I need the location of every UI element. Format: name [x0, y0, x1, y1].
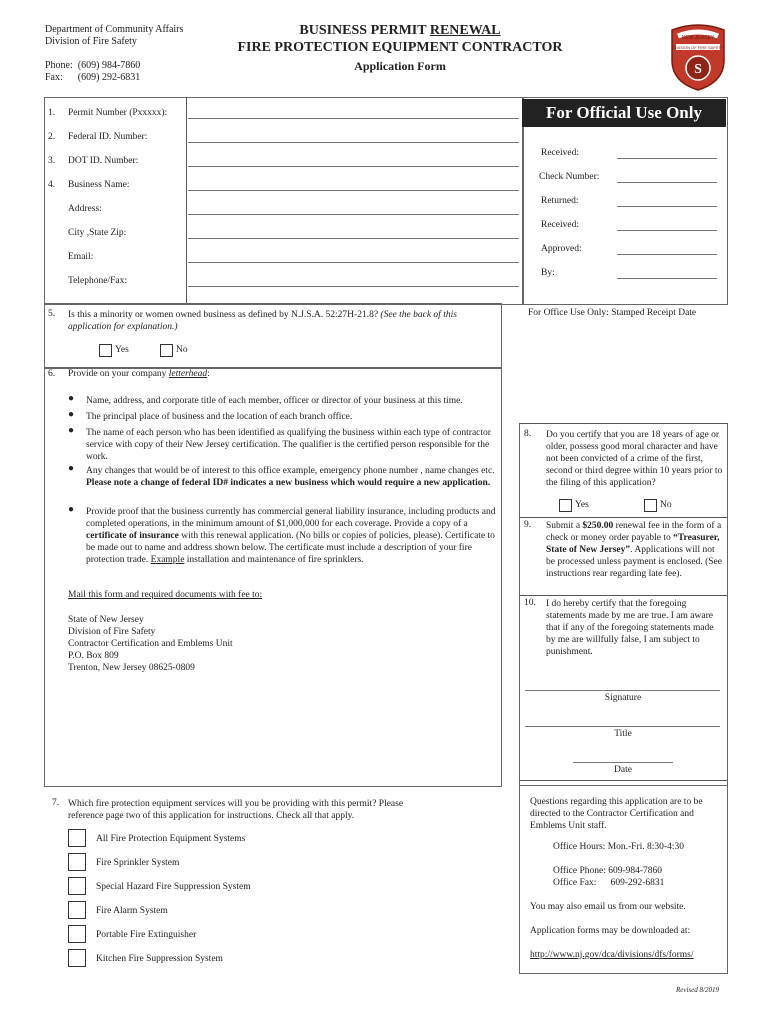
title-label: Title	[614, 729, 632, 739]
office-phone: Office Phone: 609-984-7860	[553, 866, 663, 876]
stamped-receipt-label: For Office Use Only: Stamped Receipt Date	[528, 308, 697, 318]
address-label: Address:	[68, 204, 102, 214]
q8-top-rule	[519, 423, 727, 424]
q6-text: Provide on your company	[68, 369, 169, 379]
q7-number: 7.	[52, 798, 60, 808]
bullet-icon: ●	[68, 504, 75, 515]
email-note: You may also email us from our website.	[530, 902, 686, 912]
office-fax: Office Fax: 609-292-6831	[553, 878, 665, 888]
title-field[interactable]	[525, 726, 720, 727]
by-label: By:	[541, 268, 555, 278]
info-divider	[186, 97, 187, 303]
revision-date: Revised 8/2019	[676, 986, 719, 994]
field-3-number: 3.	[48, 156, 56, 166]
q5-no-checkbox[interactable]	[160, 344, 173, 357]
business-name-label: Business Name:	[68, 180, 130, 190]
field-1-number: 1.	[48, 108, 56, 118]
office-hours: Office Hours: Mon.-Fri. 8:30-4:30	[553, 842, 684, 852]
q9-payee: “Treasurer, State of New Jersey”	[546, 533, 720, 555]
q6-b5-example: Example	[150, 555, 185, 565]
forms-note: Application forms may be downloaded at:	[530, 926, 691, 936]
q10-top-rule	[519, 595, 727, 596]
cert-bottom-rule	[519, 780, 727, 781]
date-label: Date	[614, 765, 632, 775]
option-kitchen-suppression: Kitchen Fire Suppression System	[96, 954, 223, 964]
letterhead-text: letterhead	[168, 369, 208, 379]
federal-id-label: Federal ID. Number:	[68, 132, 148, 142]
email-label: Email:	[68, 252, 94, 262]
q6-b5-text: Provide proof that the business currently has commercial general liability insurance, including products and completed operations, in the minimum amount of $1,000,000 for each coverage. Provide a copy of a	[86, 507, 496, 529]
phone-value: (609) 984-7860	[77, 60, 141, 71]
signature-label: Signature	[604, 693, 642, 703]
received-label: Received:	[541, 148, 579, 158]
title-part-1: BUSINESS PERMIT	[299, 23, 430, 38]
q10-number: 10.	[524, 598, 536, 608]
q8-no-label: No	[660, 500, 672, 510]
q6-bullet-2: The principal place of business and the location of each branch office.	[86, 412, 353, 422]
dot-id-field[interactable]	[188, 166, 519, 167]
q8-yes-checkbox[interactable]	[559, 499, 572, 512]
q6-colon: :	[207, 369, 210, 379]
option-fire-sprinkler: Fire Sprinkler System	[96, 858, 180, 868]
q6-bullet-4	[86, 465, 496, 489]
bullet-icon: ●	[68, 393, 75, 404]
address-line-4: P.O. Box 809	[68, 651, 119, 661]
check-number-label: Check Number:	[539, 172, 600, 182]
telephone-fax-label: Telephone/Fax:	[68, 276, 127, 286]
permit-number-label: Permit Number (Pxxxxx):	[68, 108, 168, 118]
mailing-address	[68, 614, 233, 674]
seal-initial: S	[694, 62, 702, 77]
q6-b5-text-3: installation and maintenance of fire sprinklers.	[184, 555, 364, 565]
q6-bullet-1: Name, address, and corporate title of each member, officer or director of your business at this time.	[86, 396, 463, 406]
bullet-icon: ●	[68, 409, 75, 420]
bullet-icon: ●	[68, 463, 75, 474]
q9-number: 9.	[524, 520, 532, 530]
address-line-2: Division of Fire Safety	[68, 627, 156, 637]
business-info-box	[44, 97, 524, 305]
fire-sprinkler-checkbox[interactable]	[68, 853, 86, 871]
approved-field[interactable]	[617, 254, 717, 255]
all-fire-protection-checkbox[interactable]	[68, 829, 86, 847]
q5-yes-checkbox[interactable]	[99, 344, 112, 357]
title-line-3: Application Form	[354, 59, 446, 73]
agency-block	[45, 24, 183, 84]
date-field[interactable]	[573, 762, 673, 763]
q5-note: (See the back of this application for explanation.)	[68, 310, 457, 332]
q9-text	[546, 520, 723, 580]
q6-b4-bold: Please note a change of federal ID# indicates a new business which would require a new application.	[86, 478, 491, 488]
seal-mid-text: DIVISION OF FIRE SAFETY	[672, 45, 724, 50]
federal-id-field[interactable]	[188, 142, 519, 143]
received-2-label: Received:	[541, 220, 579, 230]
fax-value: (609) 292-6831	[77, 72, 141, 83]
telephone-fax-field[interactable]	[188, 286, 519, 287]
permit-number-field[interactable]	[188, 118, 519, 119]
form-title	[200, 22, 600, 75]
q6-bullet-3: The name of each person who has been identified as qualifying the business within each type of contractor service with copy of their New Jersey certification. The qualifier is the certified person responsible for the work.	[86, 428, 491, 462]
q6-number: 6.	[48, 369, 56, 379]
phone-label: Phone:	[45, 60, 73, 71]
field-2-number: 2.	[48, 132, 56, 142]
address-line-1: State of New Jersey	[68, 615, 144, 625]
q5-question: Is this a minority or women owned business as defined by N.J.S.A. 52:27H-21.8?	[68, 310, 381, 320]
city-state-zip-field[interactable]	[188, 238, 519, 239]
q8-text: Do you certify that you are 18 years of age or older, possess good moral character and have not been convicted of a crime of the first, second or third degree within 10 years prior to the filing of this application?	[546, 430, 723, 488]
fax-label: Fax:	[45, 72, 63, 83]
q8-number: 8.	[524, 429, 532, 439]
business-name-field[interactable]	[188, 190, 519, 191]
mail-instructions: Mail this form and required documents with fee to:	[68, 590, 263, 600]
title-line-2: FIRE PROTECTION EQUIPMENT CONTRACTOR	[237, 40, 563, 55]
q5-text	[68, 309, 493, 333]
by-field[interactable]	[617, 278, 717, 279]
dot-id-label: DOT ID. Number:	[68, 156, 139, 166]
city-state-zip-label: City ,State Zip:	[68, 228, 127, 238]
returned-field[interactable]	[617, 206, 717, 207]
q8-yes-label: Yes	[575, 500, 589, 510]
returned-label: Returned:	[541, 196, 579, 206]
option-all-fire-protection: All Fire Protection Equipment Systems	[96, 834, 246, 844]
q9-text-a: Submit a	[546, 521, 583, 531]
seal-top-text: NEW JERSEY	[681, 35, 715, 41]
q6-b5-bold: certificate of insurance	[86, 531, 179, 541]
special-hazard-checkbox[interactable]	[68, 877, 86, 895]
option-fire-alarm: Fire Alarm System	[96, 906, 168, 916]
fire-safety-seal-icon	[668, 22, 728, 92]
q9-text-c: renewal fee in the form of a check or money order payable to	[546, 521, 722, 543]
official-use-heading: For Official Use Only	[522, 99, 726, 127]
address-line-3: Contractor Certification and Emblems Unit	[68, 639, 233, 649]
q6-bullet-5	[86, 506, 496, 566]
check-number-field[interactable]	[617, 182, 717, 183]
portable-extinguisher-checkbox[interactable]	[68, 925, 86, 943]
signature-field[interactable]	[525, 690, 720, 691]
q10-text: I do hereby certify that the foregoing statements made by me are true. I am aware that if any of the foregoing statements made by me are willfully false, I am subject to punishment.	[546, 599, 714, 657]
kitchen-suppression-checkbox[interactable]	[68, 949, 86, 967]
q9-fee: $250.00	[582, 521, 614, 531]
bullet-icon: ●	[68, 425, 75, 436]
address-line-5: Trenton, New Jersey 08625-0809	[68, 663, 195, 673]
dept-name: Department of Community Affairs	[45, 24, 184, 35]
option-portable-extinguisher: Portable Fire Extinguisher	[96, 930, 197, 940]
received-2-field[interactable]	[617, 230, 717, 231]
q9-top-rule	[519, 517, 727, 518]
forms-link[interactable]: http://www.nj.gov/dca/divisions/dfs/forms/	[530, 950, 694, 960]
q5-no-label: No	[176, 345, 188, 355]
q5-number: 5.	[48, 309, 56, 319]
q5-yes-label: Yes	[115, 345, 129, 355]
title-renewal: RENEWAL	[429, 23, 501, 38]
address-field[interactable]	[188, 214, 519, 215]
q6-heading	[68, 369, 210, 379]
q7-text: Which fire protection equipment services will you be providing with this permit? Please reference page two of this application for instructions. Check all that apply.	[68, 799, 404, 821]
contact-question: Questions regarding this application are to be directed to the Contractor Certification and Emblems Unit staff.	[530, 797, 703, 831]
q9-text-e: . Applications will not be processed unless payment is enclosed. (See instructions rear regarding late fee).	[546, 545, 722, 579]
approved-label: Approved:	[541, 244, 582, 254]
fire-alarm-checkbox[interactable]	[68, 901, 86, 919]
division-name: Division of Fire Safety	[45, 36, 137, 47]
option-special-hazard: Special Hazard Fire Suppression System	[96, 882, 251, 892]
email-field[interactable]	[188, 262, 519, 263]
q6-b4-text: Any changes that would be of interest to this office example, emergency phone number , name changes etc.	[86, 466, 495, 476]
q8-no-checkbox[interactable]	[644, 499, 657, 512]
field-4-number: 4.	[48, 180, 56, 190]
q6-b5-text-2: with this renewal application. (No bills or copies of policies, please). Certificate to be made out to name and address shown below. The certificate must include a description of your fire protection trade.	[86, 531, 495, 565]
received-field[interactable]	[617, 158, 717, 159]
